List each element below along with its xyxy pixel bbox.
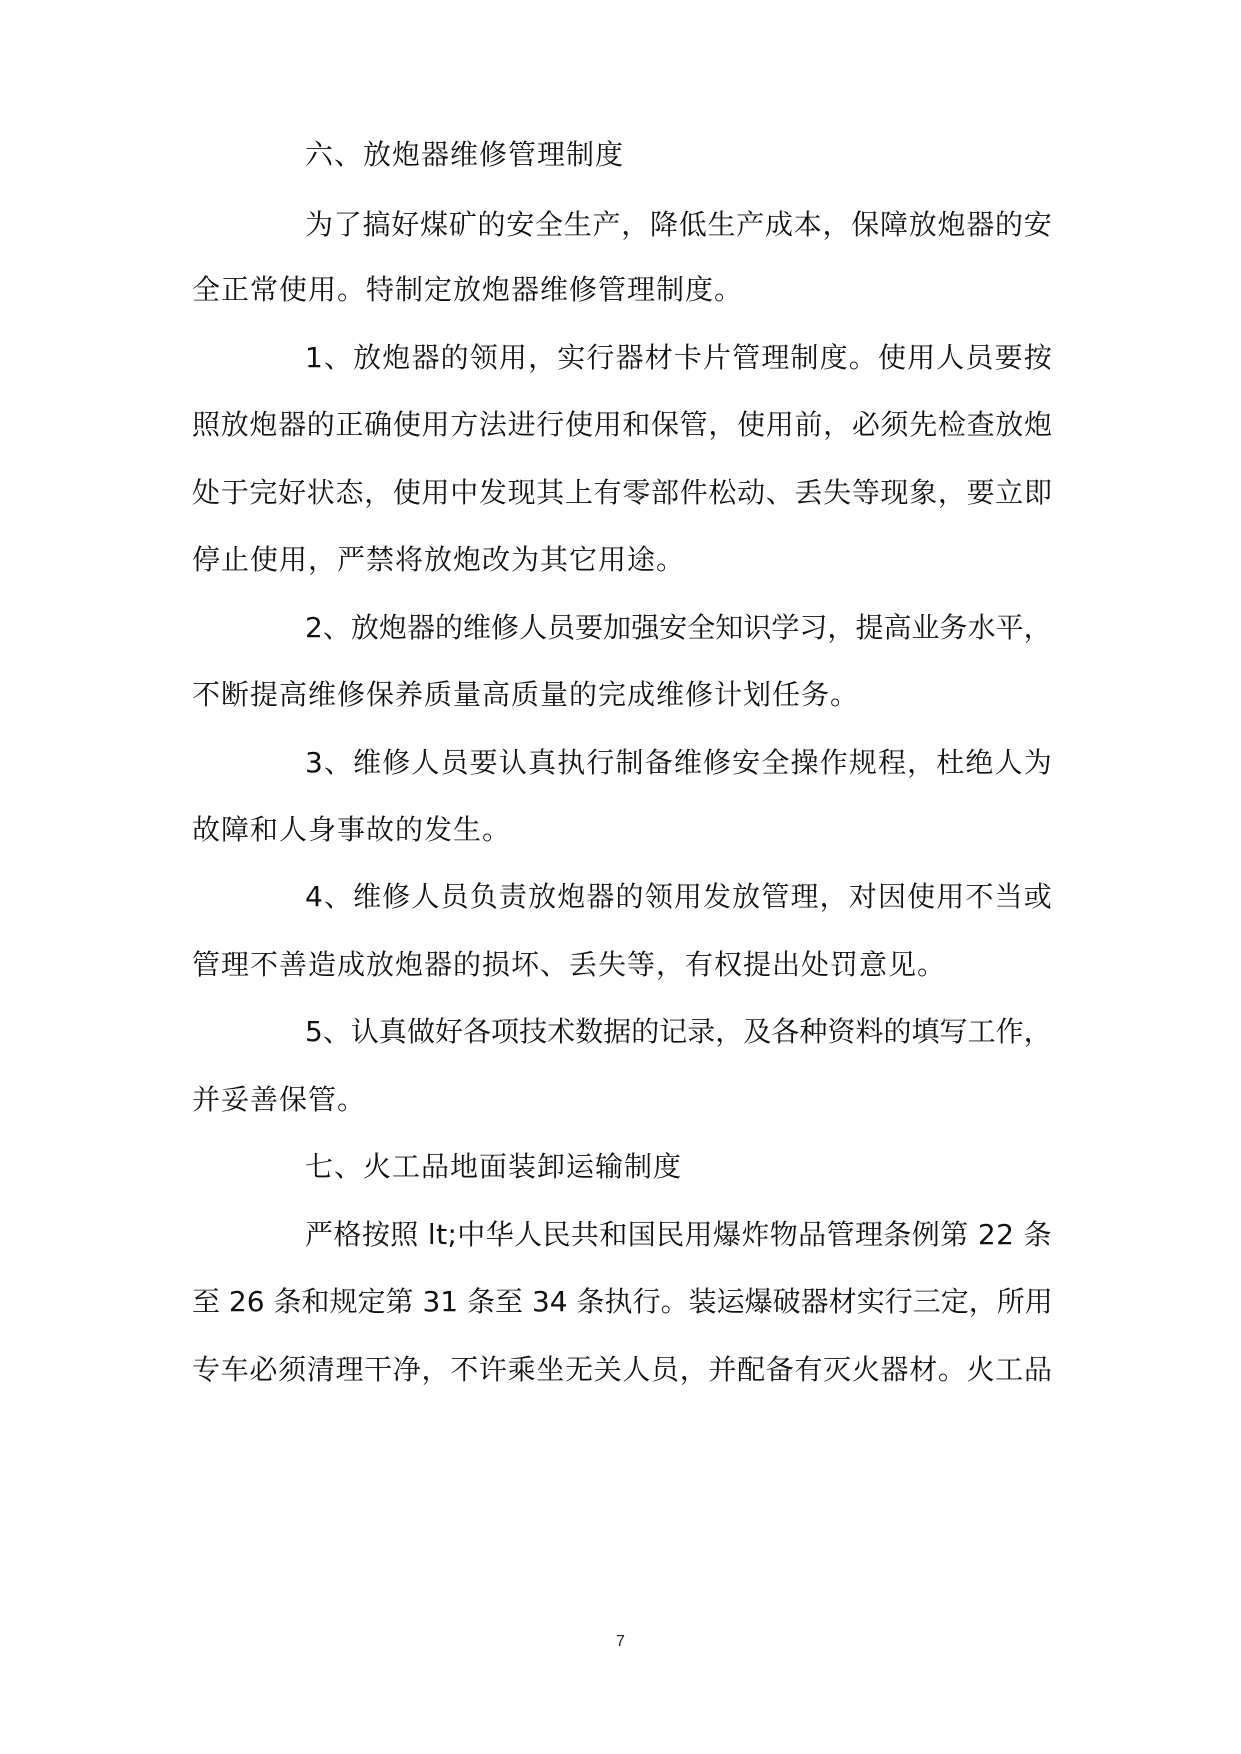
page-number: 7 bbox=[616, 1633, 625, 1650]
list-item-1-line: 1 、 放 炮 器 的 领 用 ， 实 行 器 材 卡 片 管 理 制 度 。 使 用 人 员 要 按 bbox=[305, 341, 1052, 374]
list-item-2-line: 不断提高维修保养质量高质量的完成维修计划任务。 bbox=[192, 678, 860, 711]
list-item-3-line: 故障和人身事故的发生。 bbox=[192, 813, 512, 846]
list-item-1-line: 照 放 炮 器 的 正 确 使 用 方 法 进 行 使 用 和 保 管 ， 使 用 前 ， 必 须 先 检 查 放 炮 bbox=[192, 408, 1052, 441]
paragraph-line: 至 2 6 条 和 规 定 第 3 1 条 至 3 4 条 执 行 。 装 运 爆 破 器 材 实 行 三 定 ， 所 用 bbox=[192, 1285, 1053, 1318]
section-heading-7: 七、火工品地面装卸运输制度 bbox=[305, 1150, 683, 1183]
list-item-5-line: 5 、 认 真 做 好 各 项 技 术 数 据 的 记 录 ， 及 各 种 资 料 的 填 写 工 作 ， bbox=[305, 1015, 1052, 1048]
list-item-1-line: 处 于 完 好 状 态 ， 使 用 中 发 现 其 上 有 零 部 件 松 动 、 丢 失 等 现 象 ， 要 立 即 bbox=[192, 476, 1052, 509]
paragraph-line: 严 格 按 照 l t ; 中 华 人 民 共 和 国 民 用 爆 炸 物 品 管 理 条 例 第 2 2 条 bbox=[305, 1218, 1052, 1251]
paragraph-line: 全正常使用。特制定放炮器维修管理制度。 bbox=[192, 273, 744, 306]
list-item-3-line: 3 、 维 修 人 员 要 认 真 执 行 制 备 维 修 安 全 操 作 规 程 ， 杜 绝 人 为 bbox=[305, 746, 1052, 779]
list-item-2-line: 2 、 放 炮 器 的 维 修 人 员 要 加 强 安 全 知 识 学 习 ， 提 高 业 务 水 平 ， bbox=[305, 611, 1052, 644]
list-item-5-line: 并妥善保管。 bbox=[192, 1083, 367, 1116]
list-item-1-line: 停止使用，严禁将放炮改为其它用途。 bbox=[192, 543, 686, 576]
list-item-4-line: 4 、 维 修 人 员 负 责 放 炮 器 的 领 用 发 放 管 理 ， 对 因 使 用 不 当 或 bbox=[305, 880, 1052, 913]
list-item-4-line: 管理不善造成放炮器的损坏、丢失等，有权提出处罚意见。 bbox=[192, 948, 947, 981]
paragraph-line: 专 车 必 须 清 理 干 净 ， 不 许 乘 坐 无 关 人 员 ， 并 配 备 有 灭 火 器 材 。 火 工 品 bbox=[192, 1353, 1052, 1386]
section-heading-6: 六、放炮器维修管理制度 bbox=[305, 138, 625, 171]
paragraph-line: 为 了 搞 好 煤 矿 的 安 全 生 产 ， 降 低 生 产 成 本 ， 保 障 放 炮 器 的 安 bbox=[305, 208, 1052, 241]
